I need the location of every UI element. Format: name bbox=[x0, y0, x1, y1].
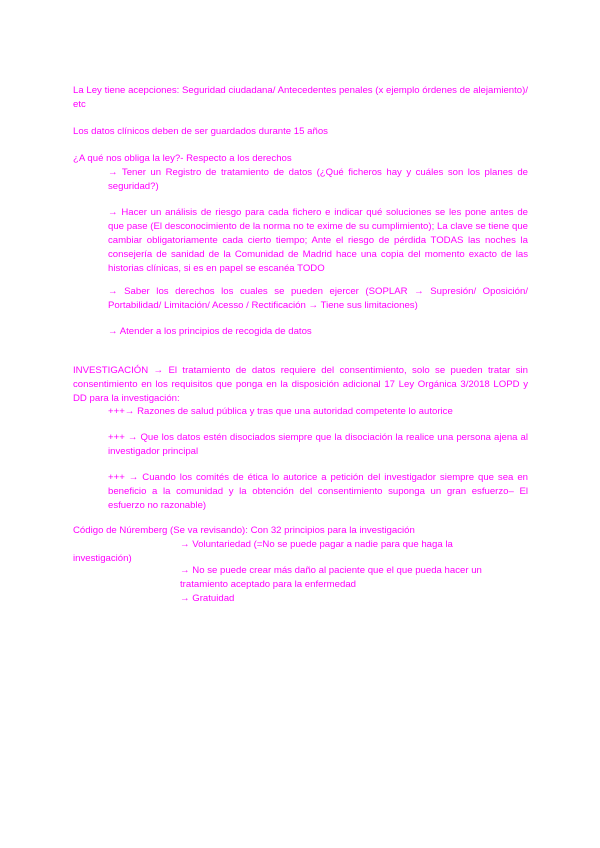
list-item-voluntariness: → Voluntariedad (=No se puede pagar a nadie para que haga la bbox=[180, 539, 453, 550]
list-item-data-principles: → Atender a los principios de recogida de datos bbox=[108, 326, 312, 337]
list-item-no-more-harm: → No se puede crear más daño al paciente que el que pueda hacer un tratamiento aceptado para la enfermedad bbox=[180, 565, 482, 590]
list-item-rights: → Saber los derechos los cuales se pueden ejercer (SOPLAR → Supresión/ Oposición/ Portabilidad/ Limitación/ Acesso / Rectificación → Tiene sus limitaciones) bbox=[108, 286, 528, 311]
paragraph-law-meanings: La Ley tiene acepciones: Seguridad ciudadana/ Antecedentes penales (x ejemplo órdenes de alejamiento)/ etc bbox=[73, 85, 528, 110]
paragraph-research: INVESTIGACIÓN → El tratamiento de datos requiere del consentimiento, solo se pueden tratar sin consentimiento en los requisitos que ponga en la disposición adicional 17 Ley Orgánica 3/2018 LOPD y DD para la investigación: bbox=[73, 365, 528, 404]
list-item-risk-analysis: → Hacer un análisis de riesgo para cada fichero e indicar qué soluciones se les pone antes de que pase (El desconocimiento de la norma no te exime de su cumplimiento); La clave se tiene que cambiar obligatoriamente cada cierto tiempo; Ante el riesgo de pérdida TODAS las noches la consejería de sanidad de la Comunidad de Madrid hace una copia del momento exacto de las historias clínicas, si es en papel se escanéa TODO bbox=[108, 207, 528, 274]
paragraph-nuremberg-code: Código de Núremberg (Se va revisando): Con 32 principios para la investigación bbox=[73, 525, 415, 536]
list-item-voluntariness-continued: investigación) bbox=[73, 553, 132, 564]
paragraph-law-obligations-heading: ¿A qué nos obliga la ley?- Respecto a los derechos bbox=[73, 153, 292, 164]
list-item-public-health: +++→ Razones de salud pública y tras que una autoridad competente lo autorice bbox=[108, 406, 453, 417]
list-item-gratuity: → Gratuidad bbox=[180, 593, 235, 604]
list-item-ethics-committee: +++ → Cuando los comités de ética lo autorice a petición del investigador siempre que sea en beneficio a la comunidad y la obtención del consentimiento suponga un gran esfuerzo– El esfuerzo no razonable) bbox=[108, 472, 528, 511]
paragraph-clinical-data-retention: Los datos clínicos deben de ser guardados durante 15 años bbox=[73, 126, 328, 137]
list-item-registry: → Tener un Registro de tratamiento de datos (¿Qué ficheros hay y cuáles son los planes de seguridad?) bbox=[108, 167, 528, 192]
list-item-dissociated-data: +++ → Que los datos estén disociados siempre que la disociación la realice una persona ajena al investigador principal bbox=[108, 432, 528, 457]
